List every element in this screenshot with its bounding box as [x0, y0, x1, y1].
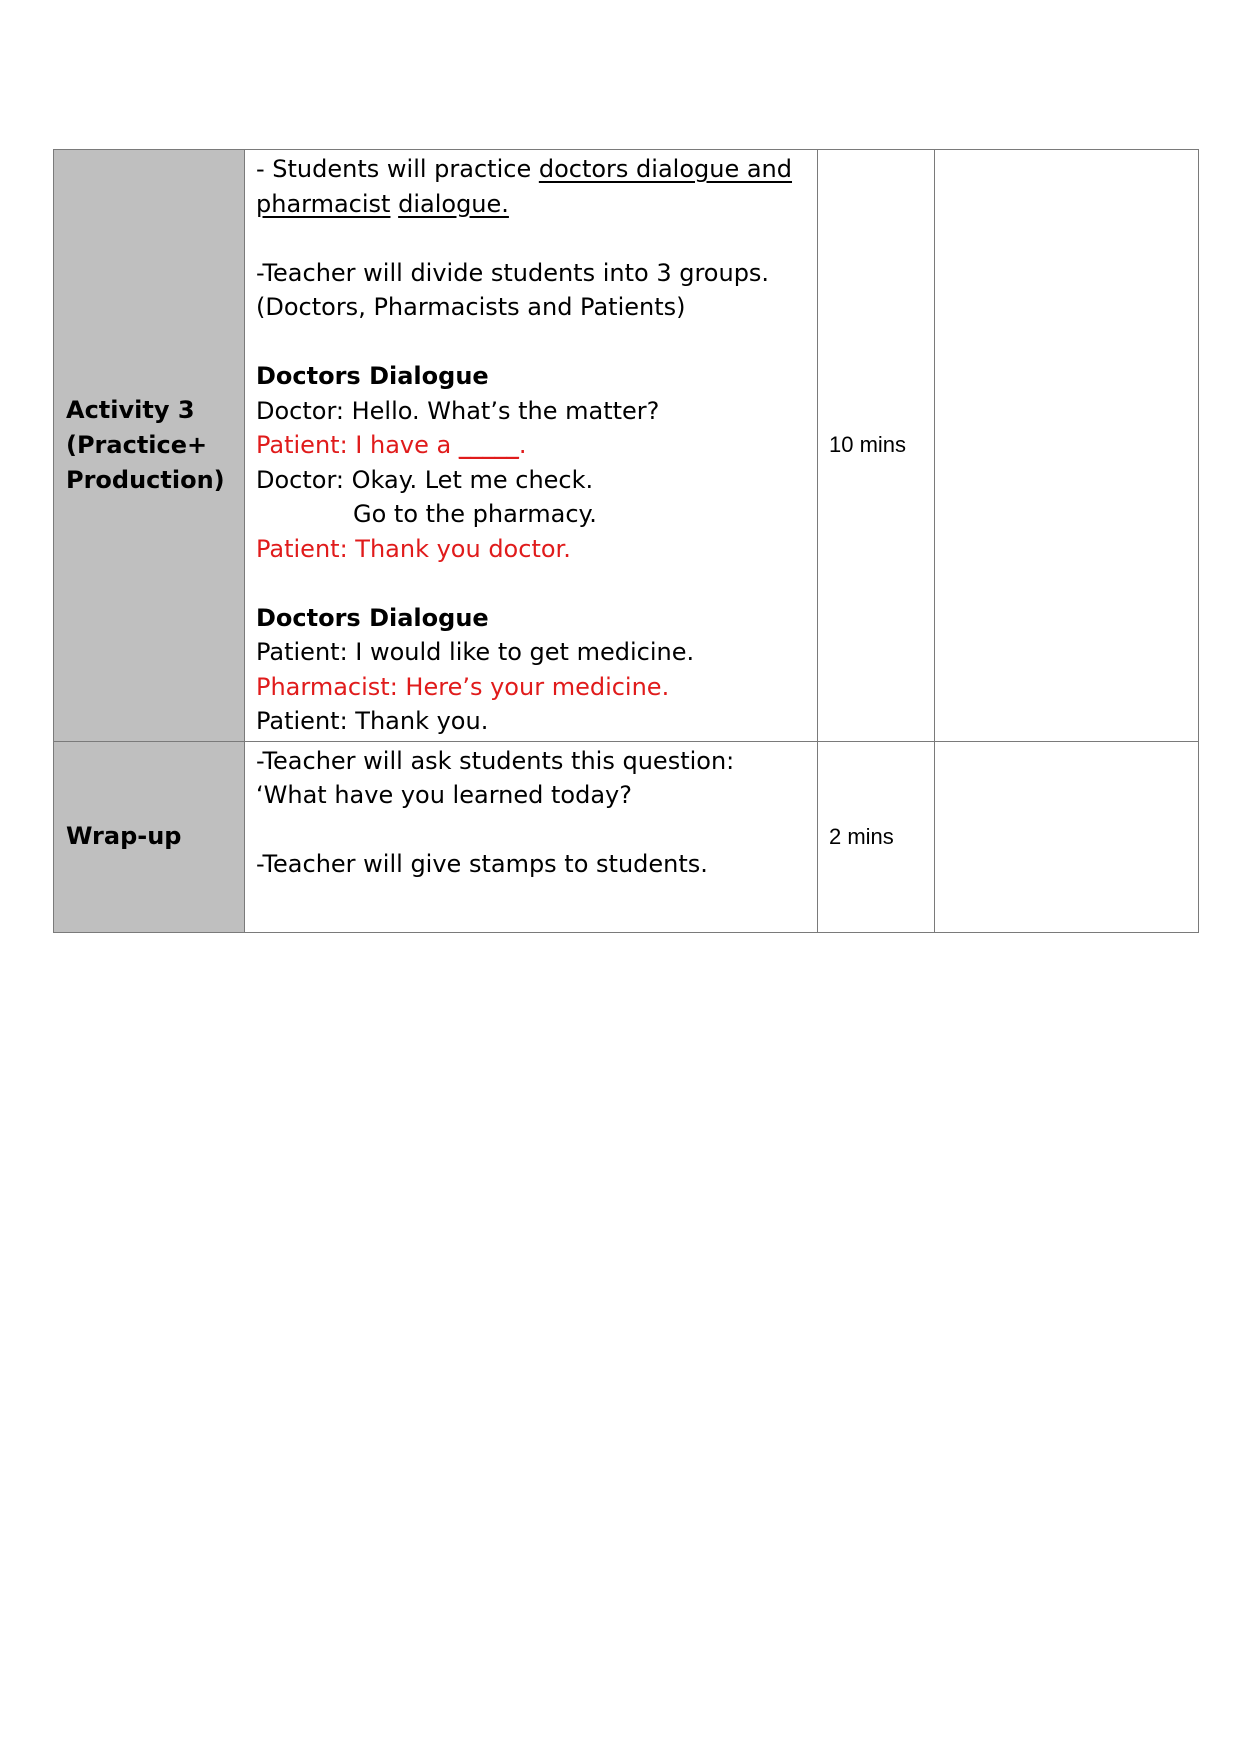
doctor-line-2: Doctor: Okay. Let me check.	[256, 465, 594, 494]
lesson-plan-table	[53, 149, 1199, 933]
patient-line-3: Patient: I would like to get medicine.	[256, 638, 695, 666]
time-cell	[818, 741, 935, 932]
procedure-cell	[245, 741, 818, 932]
activity-3-row	[54, 150, 1199, 742]
notes-cell	[935, 741, 1199, 932]
dialogue-heading-2: Doctors Dialogue	[256, 603, 489, 632]
stage-label: Wrap-up	[66, 822, 182, 850]
intro-underlined-2: pharmacist	[256, 189, 391, 218]
divide-line-2: (Doctors, Pharmacists and Patients)	[256, 293, 686, 321]
intro-line-2	[256, 187, 807, 222]
patient-line-2: Patient: Thank you doctor.	[256, 534, 571, 563]
patient-line-4: Patient: Thank you.	[256, 707, 489, 735]
stage-label: Activity 3 (Practice+ Production)	[66, 395, 225, 494]
intro-prefix: - Students will practice	[256, 155, 539, 183]
stamps-line: -Teacher will give stamps to students.	[256, 850, 708, 878]
intro-line	[256, 152, 807, 187]
patient-line-1: Patient: I have a _____.	[256, 431, 527, 459]
stage-cell	[54, 741, 245, 932]
divide-line-1: -Teacher will divide students into 3 groups.	[256, 258, 770, 287]
pharmacist-line-1: Pharmacist: Here’s your medicine.	[256, 672, 670, 701]
time-cell	[818, 150, 935, 742]
ask-line-1: -Teacher will ask students this question:	[256, 746, 735, 775]
ask-line-2: ‘What have you learned today?	[256, 781, 632, 809]
intro-underlined-1: doctors dialogue and	[538, 155, 793, 183]
time-label: 2 mins	[829, 823, 894, 849]
procedure-cell	[245, 150, 818, 742]
intro-underlined-3: dialogue.	[398, 189, 509, 218]
notes-cell	[935, 150, 1199, 742]
doctor-line-3: Go to the pharmacy.	[353, 500, 597, 528]
stage-cell	[54, 150, 245, 742]
fill-in-blank: _____	[458, 431, 519, 459]
dialogue-heading-1: Doctors Dialogue	[256, 362, 489, 390]
doctor-line-1: Doctor: Hello. What’s the matter?	[256, 396, 660, 425]
time-label: 10 mins	[829, 432, 907, 458]
wrap-up-row	[54, 741, 1199, 932]
